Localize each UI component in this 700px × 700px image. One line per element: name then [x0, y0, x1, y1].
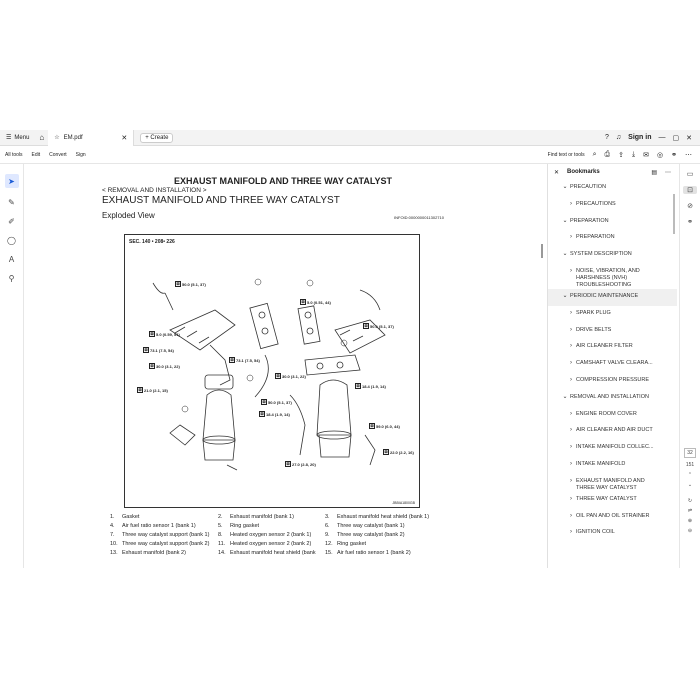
legend-row: 7. Three way catalyst support (bank 1) 8. Heated oxygen sensor 2 (bank 1) 9. Three way catalyst (bank 2): [110, 532, 405, 538]
menu-button[interactable]: [0, 134, 35, 141]
torque-label: ⊠ 50.0 (5.1, 37): [364, 323, 394, 329]
link-panel-icon[interactable]: ⚭: [687, 219, 693, 226]
chevron-right-icon[interactable]: ›: [570, 376, 572, 383]
chevron-right-icon[interactable]: ›: [570, 477, 572, 484]
pdf-viewer-window: [0, 130, 700, 568]
all-tools-button[interactable]: All tools: [5, 151, 23, 158]
torque-label: ⊠ 27.0 (2.8, 20): [286, 461, 316, 467]
bookmark-label: INTAKE MANIFOLD COLLEC...: [576, 444, 654, 451]
chevron-right-icon[interactable]: ›: [570, 267, 572, 274]
bookmark-item[interactable]: [548, 457, 677, 474]
sign-in-button[interactable]: Sign in: [628, 134, 652, 141]
document-scrollbar[interactable]: [541, 244, 543, 258]
chevron-right-icon[interactable]: ›: [570, 460, 572, 467]
bookmarks-title: Bookmarks: [567, 169, 600, 175]
plus-icon: +: [145, 134, 151, 141]
chevron-down-icon[interactable]: ⌄: [562, 217, 568, 224]
bookmark-item[interactable]: [548, 180, 677, 197]
figure-section-label: SEC. 140 • 208• 226: [129, 239, 175, 245]
torque-label: ⊠ 21.0 (2.1, 15): [138, 387, 168, 393]
chevron-down-icon[interactable]: ⌄: [562, 393, 568, 400]
download-icon[interactable]: ⤓: [632, 150, 636, 158]
bookmark-item[interactable]: [548, 289, 677, 306]
bookmark-label: AIR CLEANER AND AIR DUCT: [576, 427, 653, 434]
minimize-icon[interactable]: —: [658, 134, 666, 141]
bookmark-label: INTAKE MANIFOLD: [576, 460, 626, 467]
pdf-page: [68, 164, 498, 568]
bookmark-label: NOISE, VIBRATION, AND HARSHNESS (NVH) TROUBLESHOOTING: [576, 267, 640, 288]
tab-em-pdf[interactable]: [48, 130, 134, 146]
bell-icon[interactable]: ♫: [615, 134, 622, 141]
bookmark-label: AIR CLEANER FILTER: [576, 343, 633, 350]
right-tool-rail: [679, 164, 700, 568]
bookmarks-panel: [547, 164, 677, 568]
legend-row: 10. Three way catalyst support (bank 2) 11. Heated oxygen sensor 2 (bank 2) 12. Ring gasket: [110, 541, 367, 547]
bookmark-item[interactable]: [548, 390, 677, 407]
bookmark-label: PREPARATION: [576, 234, 615, 241]
home-icon[interactable]: ⌂: [39, 133, 45, 142]
more-options-icon[interactable]: ⋯: [665, 169, 671, 176]
torque-label: ⊠ 30.0 (3.1, 22): [150, 363, 180, 369]
bookmark-label: ENGINE ROOM COVER: [576, 410, 637, 417]
bookmark-item[interactable]: [548, 323, 677, 340]
find-text-button[interactable]: Find text or tools: [547, 151, 585, 158]
torque-label: ⊠ 18.4 (1.9, 14): [260, 411, 290, 417]
bookmark-label: COMPRESSION PRESSURE: [576, 376, 650, 383]
tab-bar: [0, 130, 700, 146]
left-tool-rail: [0, 164, 24, 568]
bookmarks-scrollbar[interactable]: [673, 194, 675, 234]
breadcrumb: < REMOVAL AND INSTALLATION >: [102, 187, 207, 194]
exploded-view-figure: [124, 234, 420, 508]
more-icon[interactable]: ⋯: [685, 151, 692, 159]
bookmark-item[interactable]: [548, 423, 677, 440]
bookmark-item[interactable]: [548, 373, 677, 390]
sign-button[interactable]: Sign: [75, 151, 86, 158]
draw-shape-icon[interactable]: ◯: [7, 236, 16, 245]
torque-label: ⊠ 22.0 (2.2, 16): [384, 449, 414, 455]
bookmark-label: IGNITION COIL: [576, 529, 615, 536]
chevron-right-icon[interactable]: ›: [570, 326, 572, 333]
chevron-right-icon[interactable]: ›: [570, 444, 572, 451]
bookmark-item[interactable]: [548, 440, 677, 457]
chevron-down-icon[interactable]: ⌄: [562, 292, 568, 299]
maximize-icon[interactable]: ▢: [672, 134, 680, 142]
star-icon[interactable]: ☆: [54, 135, 60, 141]
chevron-right-icon[interactable]: ›: [570, 427, 572, 434]
ai-assistant-icon[interactable]: ◎: [657, 151, 664, 159]
chevron-right-icon[interactable]: ›: [570, 512, 572, 519]
bookmark-list: [548, 180, 677, 542]
chevron-right-icon[interactable]: ›: [570, 200, 572, 207]
main-toolbar: [0, 146, 700, 164]
page-navigator: [684, 448, 696, 534]
add-bookmark-icon[interactable]: ▤: [651, 169, 657, 176]
torque-label: ⊠ 73.1 (7.5, 54): [144, 347, 174, 353]
torque-label: ⊠ 59.0 (6.0, 44): [370, 423, 400, 429]
refresh-icon[interactable]: ↻: [687, 498, 693, 504]
attachment-icon[interactable]: ⊘: [687, 203, 693, 210]
fit-page-icon[interactable]: ⇌: [687, 508, 693, 514]
highlight-icon[interactable]: ✐: [8, 217, 15, 226]
current-page-field[interactable]: 32: [684, 448, 696, 458]
close-panel-icon[interactable]: ✕: [554, 169, 560, 176]
bookmark-label: SPARK PLUG: [576, 309, 611, 316]
bookmark-label: OIL PAN AND OIL STRAINER: [576, 512, 650, 519]
bookmark-panel-icon[interactable]: ⊡: [683, 186, 697, 194]
chevron-right-icon[interactable]: ›: [570, 495, 572, 502]
previous-page-icon[interactable]: ⌃: [687, 472, 693, 478]
info-id: INFOID:0000000011302710: [394, 215, 444, 220]
chevron-down-icon[interactable]: ⌄: [562, 251, 568, 258]
torque-label: ⊠ 50.0 (5.1, 37): [262, 399, 292, 405]
total-pages: 151: [685, 462, 695, 468]
legend-row: 4. Air fuel ratio sensor 1 (bank 1) 5. Ring gasket 6. Three way catalyst (bank 1): [110, 523, 405, 529]
bookmark-item[interactable]: [548, 197, 677, 214]
chevron-right-icon[interactable]: ›: [570, 360, 572, 367]
search-icon[interactable]: ⌕: [592, 150, 597, 158]
bookmark-item[interactable]: [548, 407, 677, 424]
print-icon[interactable]: ⎙: [604, 150, 611, 158]
bookmark-label: PERIODIC MAINTENANCE: [570, 292, 639, 299]
stamp-icon[interactable]: ⚲: [8, 274, 15, 283]
parts-legend: [110, 514, 440, 559]
create-label: Create: [150, 134, 169, 141]
torque-label: ⊠ 5.0 (0.51, 44): [301, 299, 331, 305]
bookmarks-header: [548, 164, 677, 180]
tab-label: EM.pdf: [63, 134, 83, 141]
link-icon[interactable]: ⚭: [671, 151, 677, 159]
add-comment-icon[interactable]: ✎: [8, 198, 15, 207]
create-button[interactable]: [140, 133, 173, 143]
bookmark-item[interactable]: [548, 264, 677, 289]
figure-id: JBBIA1800GB: [392, 501, 415, 505]
bookmark-item[interactable]: [548, 509, 677, 526]
bookmark-item[interactable]: [548, 339, 677, 356]
edit-button[interactable]: Edit: [31, 151, 41, 158]
zoom-in-icon[interactable]: ⊕: [687, 518, 693, 524]
bookmark-label: DRIVE BELTS: [576, 326, 612, 333]
torque-label: ⊠ 5.0 (0.59, 51): [150, 331, 180, 337]
next-page-icon[interactable]: ⌄: [687, 482, 693, 488]
select-cursor-icon[interactable]: ➤: [5, 174, 19, 188]
bookmark-item[interactable]: [548, 356, 677, 373]
page-title: EXHAUST MANIFOLD AND THREE WAY CATALYST: [173, 176, 392, 186]
bookmark-label: CAMSHAFT VALVE CLEARA...: [576, 360, 653, 367]
legend-row: 13. Exhaust manifold (bank 2) 14. Exhaust manifold heat shield (bank 15. Air fuel ratio sensor 1 (bank 2): [110, 550, 411, 556]
bookmark-label: PREPARATION: [570, 217, 609, 224]
subheading: Exploded View: [102, 211, 155, 220]
comment-icon[interactable]: ▭: [686, 171, 694, 178]
bookmark-item[interactable]: [548, 306, 677, 323]
torque-label: ⊠ 73.1 (7.5, 54): [230, 357, 260, 363]
bookmark-label: PRECAUTIONS: [576, 200, 616, 207]
torque-label: ⊠ 30.0 (3.1, 22): [276, 373, 306, 379]
bookmark-item[interactable]: [548, 492, 677, 509]
mail-icon[interactable]: ✉: [643, 151, 650, 159]
bookmark-label: THREE WAY CATALYST: [576, 495, 637, 502]
exhaust-manifold-drawing: [125, 235, 421, 509]
bookmark-item[interactable]: [548, 214, 677, 231]
menu-label: Menu: [14, 134, 30, 141]
text-box-icon[interactable]: A: [8, 255, 15, 264]
chevron-right-icon[interactable]: ›: [570, 343, 572, 350]
bookmark-item[interactable]: [548, 525, 677, 542]
bookmark-item[interactable]: [548, 230, 677, 247]
convert-button[interactable]: Convert: [49, 151, 67, 158]
torque-label: ⊠ 18.4 (1.9, 14): [356, 383, 386, 389]
help-icon[interactable]: ?: [605, 134, 609, 141]
section-heading: EXHAUST MANIFOLD AND THREE WAY CATALYST: [102, 195, 340, 206]
chevron-down-icon[interactable]: ⌄: [562, 184, 568, 190]
chevron-right-icon[interactable]: ›: [570, 309, 572, 316]
bookmark-label: PRECAUTION: [570, 184, 607, 190]
chevron-right-icon[interactable]: ›: [570, 529, 572, 536]
zoom-out-icon[interactable]: ⊖: [687, 528, 693, 534]
chevron-right-icon[interactable]: ›: [570, 410, 572, 417]
torque-label: ⊠ 50.0 (5.1, 37): [176, 281, 206, 287]
close-window-icon[interactable]: ✕: [686, 134, 692, 142]
hamburger-icon: ☰: [6, 135, 12, 141]
close-tab-icon[interactable]: ✕: [121, 134, 128, 142]
bookmark-label: SYSTEM DESCRIPTION: [570, 251, 632, 258]
legend-row: 1. Gasket 2. Exhaust manifold (bank 1) 3. Exhaust manifold heat shield (bank 1): [110, 514, 430, 520]
document-view[interactable]: [24, 164, 544, 568]
bookmark-label: REMOVAL AND INSTALLATION: [570, 393, 649, 400]
bookmark-item[interactable]: [548, 247, 677, 264]
bookmark-label: EXHAUST MANIFOLD AND THREE WAY CATALYST: [576, 477, 645, 491]
upload-icon[interactable]: ⇪: [618, 151, 625, 159]
chevron-right-icon[interactable]: ›: [570, 234, 572, 241]
bookmark-item[interactable]: [548, 474, 677, 492]
